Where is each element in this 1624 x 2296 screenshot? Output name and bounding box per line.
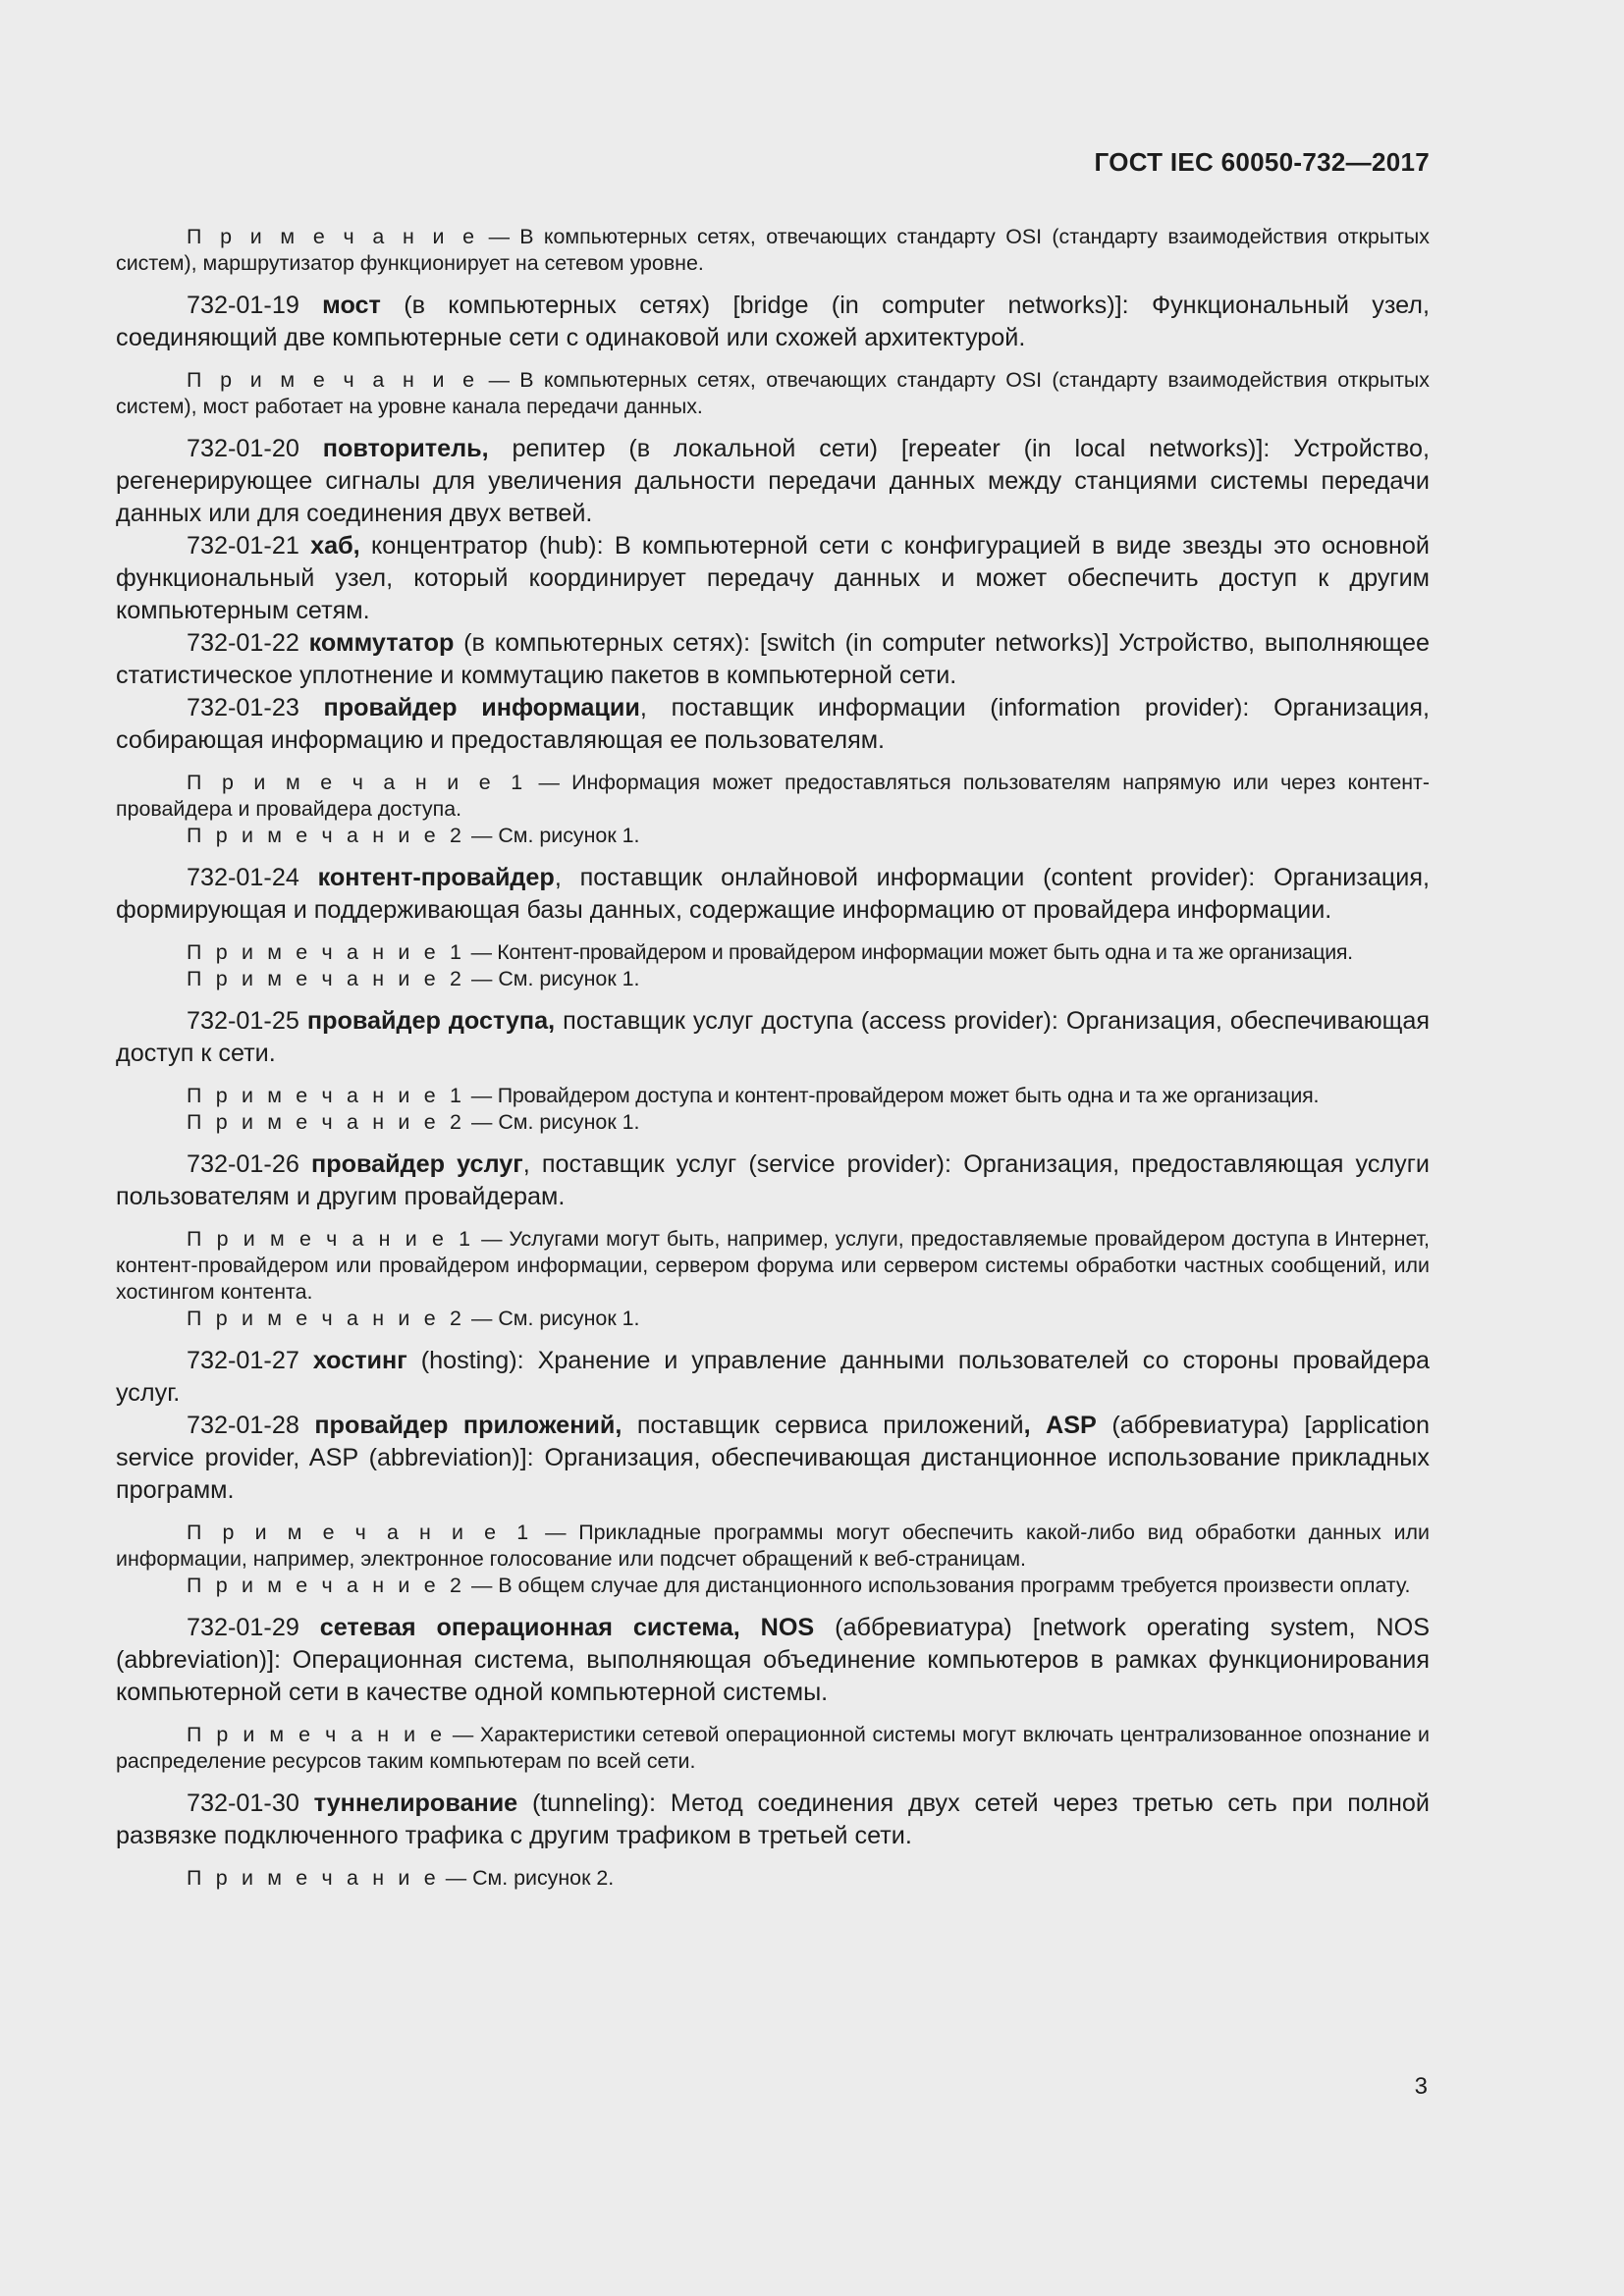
term-name: туннелирование <box>313 1789 518 1817</box>
term-name: провайдер информации <box>323 694 640 721</box>
term-abbreviation: , ASP <box>1023 1412 1097 1439</box>
note-group <box>116 1520 1430 1599</box>
term-entry-732-01-28: 732-01-28 провайдер приложений, поставщик сервиса приложений, ASP (аббревиатура) [application service provider, ASP (abbreviation)]: Организация, обеспечивающая дистанционное использование прикладных программ. <box>116 1412 1430 1504</box>
term-entry-732-01-20: 732-01-20 повторитель, репитер (в локальной сети) [repeater (in local networks)]: Устройство, регенерирующее сигналы для увеличения дальности передачи данных между станциями системы передачи данных или для соединения двух ветвей. <box>116 435 1430 527</box>
term-name: повторитель, <box>322 435 489 462</box>
term-entry-732-01-26: 732-01-26 провайдер услуг, поставщик услуг (service provider): Организация, предоставляющая услуги пользователям и другим провайдерам. <box>116 1150 1430 1210</box>
term-name: провайдер услуг <box>311 1150 523 1178</box>
note: П р и м е ч а н и е 1 — Информация может предоставляться пользователям напрямую или через контент-провайдера и провайдера доступа. <box>116 771 1430 821</box>
term-entry-732-01-23: 732-01-23 провайдер информации, поставщик информации (information provider): Организация, собирающая информацию и предоставляющая ее пользователям. <box>116 694 1430 754</box>
note: П р и м е ч а н и е 1 — Прикладные программы могут обеспечить какой-либо вид обработки данных или информации, например, электронное голосование или подсчет обращений к веб-страницам. <box>116 1521 1430 1571</box>
note-group <box>116 1083 1430 1136</box>
note: П р и м е ч а н и е 2 — В общем случае для дистанционного использования программ требуется произвести оплату. <box>187 1574 1411 1597</box>
term-name: провайдер доступа, <box>306 1007 556 1035</box>
term-entry-732-01-29: 732-01-29 сетевая операционная система, NOS (аббревиатура) [network operating system, NOS (abbreviation)]: Операционная система, выполняющая объединение компьютеров в рамках функционирования компьютерной сети в качестве одной компьютерной системы. <box>116 1614 1430 1706</box>
term-name: мост <box>322 292 381 319</box>
term-name: коммутатор <box>308 629 455 657</box>
term-name: контент-провайдер <box>317 864 555 891</box>
term-name: хостинг <box>312 1347 407 1374</box>
term-entry-732-01-22: 732-01-22 коммутатор (в компьютерных сетях): [switch (in computer networks)] Устройство, выполняющее статистическое уплотнение и коммутацию пакетов в компьютерной сети. <box>116 629 1430 689</box>
note-group <box>116 770 1430 849</box>
term-entry-732-01-24: 732-01-24 контент-провайдер, поставщик онлайновой информации (content provider): Организация, формирующая и поддерживающая базы данных, содержащие информацию от провайдера информации. <box>116 864 1430 924</box>
note: П р и м е ч а н и е 2 — См. рисунок 1. <box>187 967 640 990</box>
note: П р и м е ч а н и е 2 — См. рисунок 1. <box>187 1110 640 1134</box>
note: П р и м е ч а н и е — Характеристики сетевой операционной системы могут включать централизованное опознание и распределение ресурсов таким компьютерам по всей сети. <box>116 1723 1430 1773</box>
document-code-header: ГОСТ IEC 60050-732—2017 <box>1094 147 1430 177</box>
term-entry-732-01-19: 732-01-19 мост (в компьютерных сетях) [bridge (in computer networks)]: Функциональный узел, соединяющий две компьютерные сети с одинаковой или схожей архитектурой. <box>116 292 1430 351</box>
term-entry-732-01-25: 732-01-25 провайдер доступа, поставщик услуг доступа (access provider): Организация, обеспечивающая доступ к сети. <box>116 1007 1430 1067</box>
note: П р и м е ч а н и е — В компьютерных сетях, отвечающих стандарту OSI (стандарту взаимодействия открытых систем), мост работает на уровне канала передачи данных. <box>116 368 1430 418</box>
note: П р и м е ч а н и е — См. рисунок 2. <box>187 1866 615 1890</box>
note-group <box>116 939 1430 992</box>
note: П р и м е ч а н и е 1 — Контент-провайдером и провайдером информации может быть одна и та же организация. <box>187 940 1353 964</box>
page-number: 3 <box>1414 2073 1428 2100</box>
note: П р и м е ч а н и е 2 — См. рисунок 1. <box>187 824 640 847</box>
term-entry-732-01-27: 732-01-27 хостинг (hosting): Хранение и управление данными пользователей со стороны провайдера услуг. <box>116 1347 1430 1407</box>
note-group <box>116 1226 1430 1332</box>
term-entry-732-01-30: 732-01-30 туннелирование (tunneling): Метод соединения двух сетей через третью сеть при полной развязке подключенного трафика с другим трафиком в третьей сети. <box>116 1789 1430 1849</box>
term-entry-732-01-21: 732-01-21 хаб, концентратор (hub): В компьютерной сети с конфигурацией в виде звезды это основной функциональный узел, который координирует передачу данных и может обеспечить доступ к другим компьютерным сетям. <box>116 532 1430 624</box>
term-name: провайдер приложений, <box>314 1412 623 1439</box>
document-body <box>116 224 1430 1892</box>
note: П р и м е ч а н и е — В компьютерных сетях, отвечающих стандарту OSI (стандарту взаимодействия открытых систем), маршрутизатор функционирует на сетевом уровне. <box>116 225 1430 275</box>
term-name: сетевая операционная система, NOS <box>319 1614 815 1641</box>
term-name: хаб, <box>310 532 360 560</box>
note: П р и м е ч а н и е 2 — См. рисунок 1. <box>187 1307 640 1330</box>
note: П р и м е ч а н и е 1 — Услугами могут быть, например, услуги, предоставляемые провайдером доступа в Интернет, контент-провайдером или провайдером информации, сервером форума или сервером системы обработки частных сообщений, или хостингом контента. <box>116 1227 1430 1304</box>
note: П р и м е ч а н и е 1 — Провайдером доступа и контент-провайдером может быть одна и та же организация. <box>187 1084 1320 1107</box>
